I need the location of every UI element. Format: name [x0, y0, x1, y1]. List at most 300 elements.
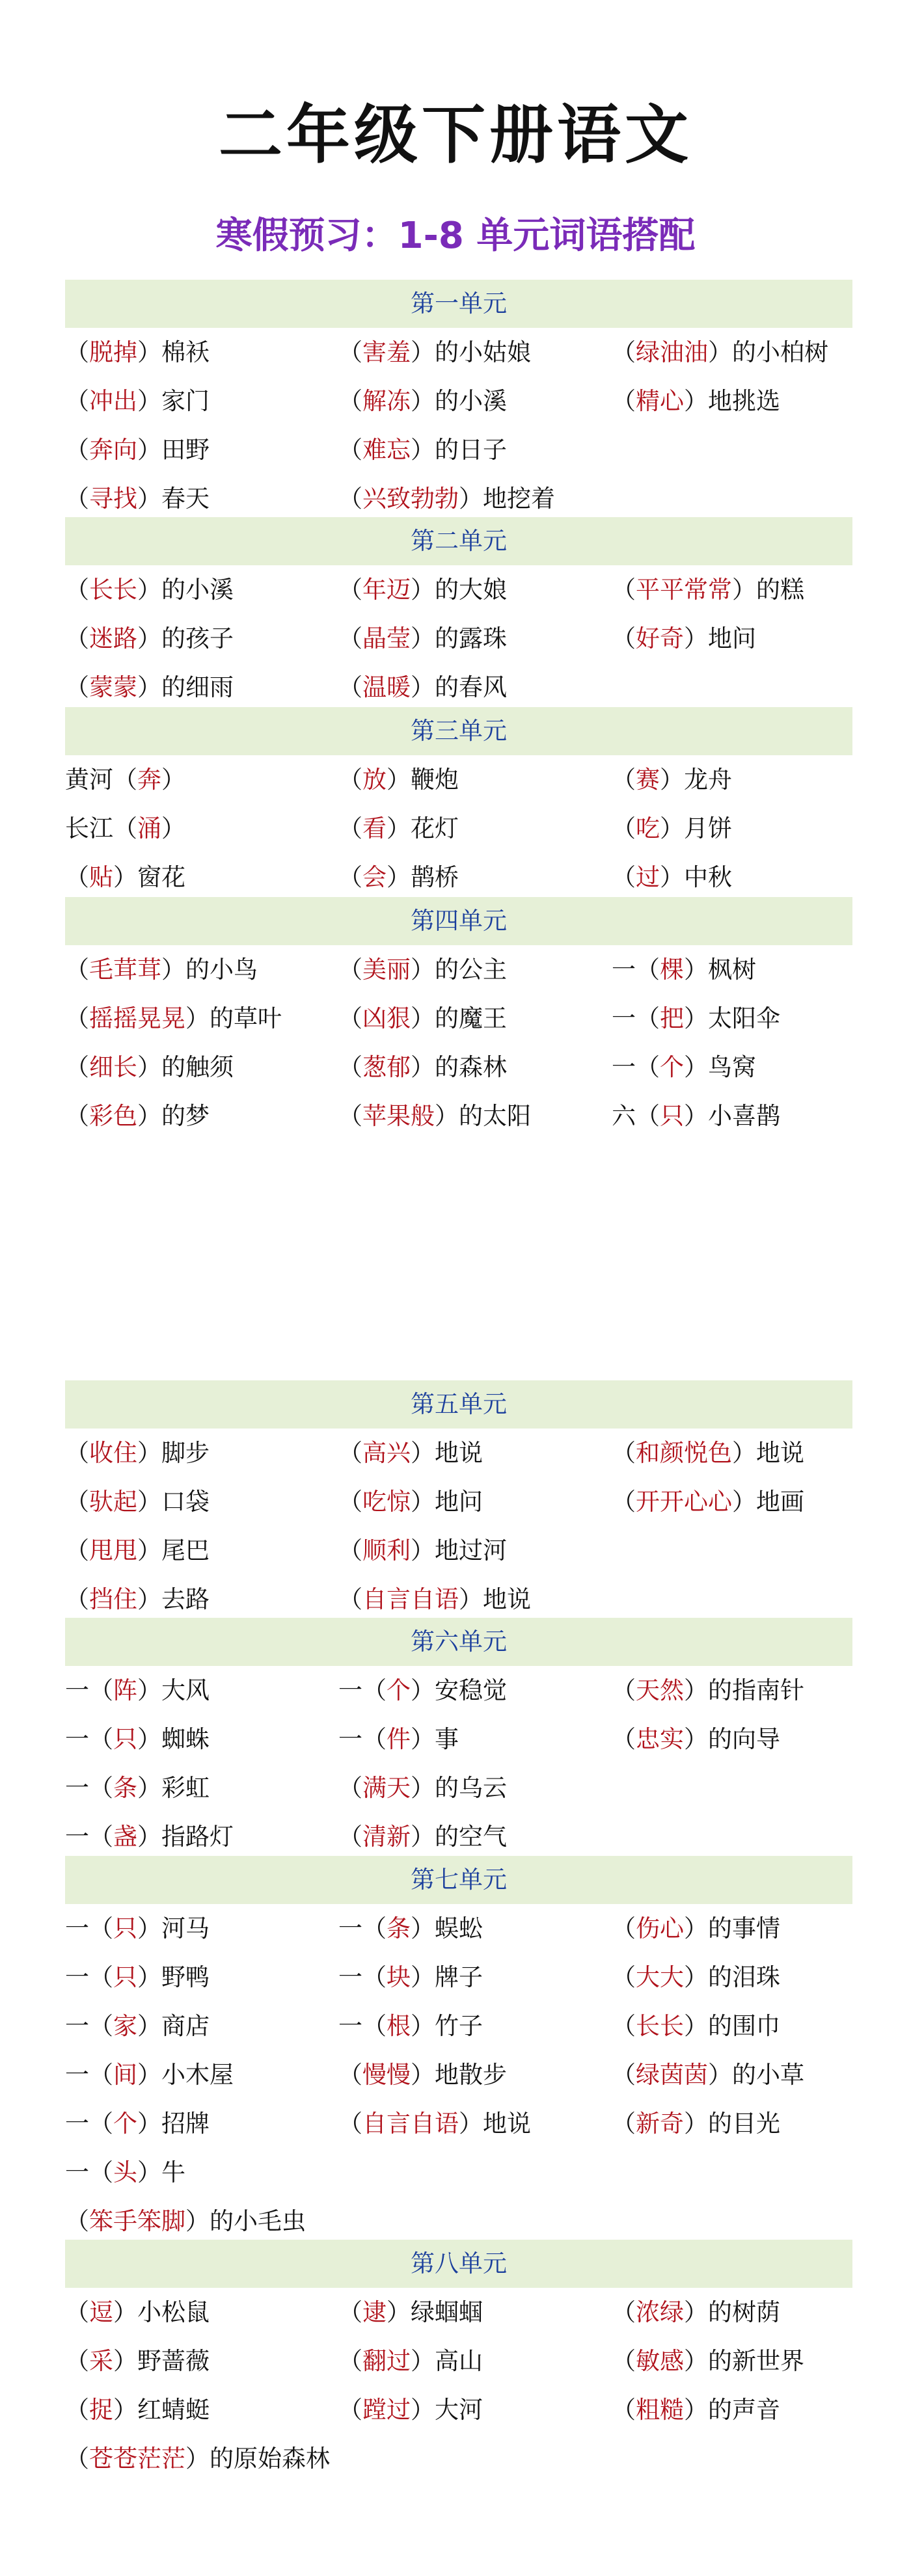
phrase-prefix: （	[65, 2445, 89, 2473]
phrase-prefix: （	[612, 576, 636, 604]
phrase-word: 苹果般	[362, 1102, 435, 1130]
unit-header: 第七单元	[65, 1856, 852, 1904]
phrase-suffix: ）的泪珠	[684, 1963, 780, 1991]
phrase-row	[65, 2434, 852, 2483]
phrase-row	[65, 1575, 852, 1624]
phrase-word: 只	[660, 1102, 684, 1130]
phrase-suffix: ）的森林	[411, 1053, 507, 1081]
phrase-prefix: （	[612, 863, 636, 891]
phrase-prefix: （	[338, 863, 362, 891]
phrase-suffix: ）的乌云	[411, 1774, 507, 1802]
phrase-prefix: 一（	[65, 1774, 113, 1802]
phrase-item	[612, 1666, 804, 1715]
phrase-item	[65, 1092, 210, 1140]
phrase-item	[65, 1715, 210, 1764]
phrase-item	[65, 1953, 210, 2002]
phrase-prefix: （	[338, 2298, 362, 2326]
phrase-suffix: ）绿蝈蝈	[387, 2298, 483, 2326]
phrase-item	[338, 425, 507, 474]
phrase-suffix: ）安稳觉	[411, 1676, 507, 1704]
phrase-prefix: （	[612, 2061, 636, 2089]
phrase-item	[65, 328, 210, 377]
phrase-prefix: （	[65, 1102, 89, 1130]
phrase-word: 件	[387, 1725, 411, 1753]
phrase-prefix: （	[65, 2396, 89, 2424]
phrase-suffix: ）的小溪	[137, 576, 234, 604]
phrase-item	[612, 2099, 780, 2148]
unit-header: 第五单元	[65, 1380, 852, 1429]
phrase-item	[612, 1953, 780, 2002]
phrase-word: 细长	[89, 1053, 137, 1081]
phrase-item	[65, 2050, 234, 2099]
unit-header: 第八单元	[65, 2240, 852, 2288]
phrase-suffix: ）的露珠	[411, 624, 507, 652]
unit-section	[65, 2240, 852, 2483]
phrase-word: 葱郁	[362, 1053, 411, 1081]
phrase-prefix: （	[338, 1585, 362, 1613]
unit-section	[65, 707, 852, 902]
phrase-suffix: ）蜘蛛	[137, 1725, 210, 1753]
phrase-prefix: （	[338, 2061, 362, 2089]
phrase-item	[65, 1666, 210, 1715]
unit-section	[65, 1856, 852, 2246]
phrase-item	[338, 1092, 531, 1140]
phrase-word: 高兴	[362, 1439, 411, 1467]
phrase-suffix: ）的太阳	[435, 1102, 531, 1130]
phrase-item	[65, 755, 185, 804]
phrase-prefix: 一（	[338, 2012, 387, 2040]
phrase-suffix: ）的树荫	[684, 2298, 780, 2326]
phrase-prefix: （	[65, 624, 89, 652]
phrase-item	[65, 2148, 185, 2197]
phrase-item	[338, 1477, 483, 1526]
phrase-row	[65, 804, 852, 853]
phrase-suffix: ）的小鸟	[161, 956, 258, 984]
phrase-prefix: （	[612, 2347, 636, 2375]
unit-section	[65, 1380, 852, 1624]
phrase-suffix: ）的小溪	[411, 387, 507, 415]
phrase-suffix: ）	[161, 814, 185, 842]
phrase-suffix: ）牛	[137, 2158, 185, 2186]
phrase-suffix: ）龙舟	[660, 766, 732, 794]
phrase-prefix: （	[338, 1004, 362, 1032]
phrase-prefix: （	[65, 1004, 89, 1032]
phrase-item	[338, 1575, 531, 1624]
unit-section	[65, 280, 852, 523]
phrase-prefix: （	[338, 436, 362, 464]
phrase-row	[65, 614, 852, 663]
phrase-item	[612, 1092, 780, 1140]
phrase-item	[612, 994, 780, 1043]
phrase-word: 平平常常	[636, 576, 732, 604]
phrase-prefix: 长江（	[65, 814, 137, 842]
phrase-item	[338, 377, 507, 425]
phrase-item	[65, 474, 210, 523]
phrase-prefix: （	[338, 485, 362, 513]
phrase-word: 只	[113, 1914, 137, 1942]
phrase-word: 美丽	[362, 956, 411, 984]
phrase-prefix: （	[65, 485, 89, 513]
phrase-item	[338, 853, 459, 902]
phrase-suffix: ）的公主	[411, 956, 507, 984]
phrase-suffix: ）太阳伞	[684, 1004, 780, 1032]
phrase-row	[65, 1429, 852, 1477]
phrase-item	[338, 2385, 483, 2434]
phrase-item	[612, 804, 732, 853]
phrase-item	[338, 2002, 483, 2050]
phrase-suffix: ）地过河	[411, 1536, 507, 1564]
phrase-suffix: ）田野	[137, 436, 210, 464]
phrase-item	[65, 994, 282, 1043]
phrase-suffix: ）地问	[411, 1488, 483, 1516]
phrase-item	[338, 1666, 507, 1715]
phrase-suffix: ）的围巾	[684, 2012, 780, 2040]
phrase-suffix: ）的小姑娘	[411, 338, 531, 366]
phrase-row	[65, 377, 852, 425]
phrase-suffix: ）的草叶	[185, 1004, 282, 1032]
phrase-row	[65, 945, 852, 994]
phrase-item	[65, 1575, 210, 1624]
phrase-word: 摇摇晃晃	[89, 1004, 185, 1032]
phrase-suffix: ）红蜻蜓	[113, 2396, 210, 2424]
phrase-item	[612, 1477, 804, 1526]
phrase-row	[65, 565, 852, 614]
phrase-item	[612, 2385, 780, 2434]
phrase-word: 年迈	[362, 576, 411, 604]
unit-header: 第一单元	[65, 280, 852, 328]
phrase-suffix: ）竹子	[411, 2012, 483, 2040]
phrase-item	[338, 614, 507, 663]
phrase-prefix: （	[612, 338, 636, 366]
phrase-suffix: ）的新世界	[684, 2347, 804, 2375]
phrase-prefix: （	[65, 1585, 89, 1613]
phrase-word: 和颜悦色	[636, 1439, 732, 1467]
phrase-item	[65, 2434, 330, 2483]
phrase-word: 逮	[362, 2298, 387, 2326]
phrase-prefix: （	[612, 766, 636, 794]
phrase-suffix: ）牌子	[411, 1963, 483, 1991]
phrase-word: 兴致勃勃	[362, 485, 459, 513]
phrase-item	[65, 1904, 210, 1953]
phrase-prefix: （	[338, 1488, 362, 1516]
phrase-word: 伤心	[636, 1914, 684, 1942]
phrase-item	[338, 994, 507, 1043]
phrase-prefix: 一（	[65, 2012, 113, 2040]
phrase-suffix: ）彩虹	[137, 1774, 210, 1802]
unit-header: 第二单元	[65, 517, 852, 565]
phrase-suffix: ）的孩子	[137, 624, 234, 652]
phrase-item	[338, 2099, 531, 2148]
phrase-prefix: （	[65, 2207, 89, 2235]
phrase-item	[612, 2002, 780, 2050]
phrase-prefix: （	[612, 1963, 636, 1991]
phrase-item	[612, 1043, 756, 1092]
phrase-prefix: （	[338, 1053, 362, 1081]
phrase-suffix: ）的春风	[411, 673, 507, 701]
phrase-prefix: （	[612, 2396, 636, 2424]
phrase-row	[65, 2385, 852, 2434]
phrase-prefix: （	[338, 2347, 362, 2375]
phrase-prefix: （	[65, 338, 89, 366]
phrase-word: 寻找	[89, 485, 137, 513]
phrase-word: 冲出	[89, 387, 137, 415]
phrase-row	[65, 474, 852, 523]
phrase-row	[65, 755, 852, 804]
phrase-suffix: ）大风	[137, 1676, 210, 1704]
unit-section	[65, 897, 852, 1140]
phrase-word: 浓绿	[636, 2298, 684, 2326]
phrase-item	[338, 1043, 507, 1092]
phrase-suffix: ）高山	[411, 2347, 483, 2375]
phrase-word: 自言自语	[362, 1585, 459, 1613]
phrase-item	[338, 565, 507, 614]
phrase-word: 吃惊	[362, 1488, 411, 1516]
phrase-prefix: （	[338, 673, 362, 701]
phrase-word: 清新	[362, 1823, 411, 1851]
phrase-suffix: ）窗花	[113, 863, 185, 891]
phrase-word: 顺利	[362, 1536, 411, 1564]
phrase-prefix: 一（	[612, 956, 660, 984]
phrase-word: 挡住	[89, 1585, 137, 1613]
phrase-word: 难忘	[362, 436, 411, 464]
phrase-word: 只	[113, 1725, 137, 1753]
phrase-word: 脱掉	[89, 338, 137, 366]
phrase-suffix: ）的声音	[684, 2396, 780, 2424]
phrase-word: 个	[113, 2110, 137, 2138]
phrase-item	[338, 328, 531, 377]
phrase-word: 把	[660, 1004, 684, 1032]
phrase-word: 绿油油	[636, 338, 708, 366]
phrase-prefix: （	[338, 624, 362, 652]
phrase-word: 吃	[636, 814, 660, 842]
phrase-item	[338, 474, 555, 523]
phrase-prefix: （	[612, 387, 636, 415]
phrase-prefix: （	[612, 1488, 636, 1516]
phrase-word: 开开心心	[636, 1488, 732, 1516]
phrase-suffix: ）家门	[137, 387, 210, 415]
phrase-prefix: （	[338, 766, 362, 794]
phrase-word: 奔向	[89, 436, 137, 464]
phrase-prefix: 一（	[65, 2158, 113, 2186]
phrase-word: 过	[636, 863, 660, 891]
phrase-prefix: （	[338, 2396, 362, 2424]
phrase-row	[65, 1043, 852, 1092]
phrase-word: 大大	[636, 1963, 684, 1991]
phrase-prefix: （	[65, 2347, 89, 2375]
page-title: 二年级下册语文	[218, 98, 692, 172]
phrase-item	[65, 2002, 210, 2050]
phrase-prefix: （	[612, 1914, 636, 1942]
phrase-suffix: ）的向导	[684, 1725, 780, 1753]
phrase-item	[612, 2337, 804, 2385]
phrase-prefix: （	[65, 436, 89, 464]
phrase-item	[338, 945, 507, 994]
phrase-item	[612, 565, 804, 614]
phrase-suffix: ）月饼	[660, 814, 732, 842]
phrase-suffix: ）的大娘	[411, 576, 507, 604]
phrase-word: 间	[113, 2061, 137, 2089]
phrase-suffix: ）鹊桥	[387, 863, 459, 891]
phrase-word: 采	[89, 2347, 113, 2375]
phrase-row	[65, 1666, 852, 1715]
phrase-suffix: ）地散步	[411, 2061, 507, 2089]
phrase-prefix: （	[338, 576, 362, 604]
phrase-item	[65, 1764, 210, 1812]
phrase-prefix: （	[65, 673, 89, 701]
phrase-row	[65, 1526, 852, 1575]
phrase-suffix: ）棉袄	[137, 338, 210, 366]
phrase-suffix: ）的细雨	[137, 673, 234, 701]
phrase-word: 敏感	[636, 2347, 684, 2375]
phrase-prefix: （	[612, 1725, 636, 1753]
unit-header: 第六单元	[65, 1618, 852, 1666]
phrase-prefix: （	[612, 2012, 636, 2040]
phrase-word: 彩色	[89, 1102, 137, 1130]
phrase-item	[612, 853, 732, 902]
phrase-prefix: 一（	[338, 1676, 387, 1704]
phrase-prefix: （	[338, 1774, 362, 1802]
page-subtitle: 寒假预习：1-8 单元词语搭配	[215, 215, 696, 257]
phrase-item	[65, 2197, 306, 2246]
phrase-prefix: 一（	[65, 1823, 113, 1851]
phrase-word: 阵	[113, 1676, 137, 1704]
phrase-prefix: （	[338, 387, 362, 415]
phrase-word: 个	[387, 1676, 411, 1704]
unit-section	[65, 1618, 852, 1861]
phrase-word: 家	[113, 2012, 137, 2040]
phrase-word: 忠实	[636, 1725, 684, 1753]
phrase-word: 迷路	[89, 624, 137, 652]
phrase-word: 苍苍茫茫	[89, 2445, 185, 2473]
phrase-word: 好奇	[636, 624, 684, 652]
phrase-item	[65, 2099, 210, 2148]
phrase-suffix: ）商店	[137, 2012, 210, 2040]
phrase-prefix: （	[65, 1488, 89, 1516]
phrase-suffix: ）去路	[137, 1585, 210, 1613]
phrase-suffix: ）小喜鹊	[684, 1102, 780, 1130]
phrase-word: 毛茸茸	[89, 956, 161, 984]
phrase-suffix: ）的魔王	[411, 1004, 507, 1032]
phrase-item	[65, 2288, 210, 2337]
phrase-prefix: 一（	[65, 1963, 113, 1991]
phrase-word: 捉	[89, 2396, 113, 2424]
phrase-word: 盏	[113, 1823, 137, 1851]
phrase-word: 蹚过	[362, 2396, 411, 2424]
phrase-suffix: ）的小柏树	[708, 338, 828, 366]
phrase-suffix: ）的梦	[137, 1102, 210, 1130]
phrase-suffix: ）中秋	[660, 863, 732, 891]
phrase-suffix: ）河马	[137, 1914, 210, 1942]
phrase-word: 涌	[137, 814, 161, 842]
phrase-prefix: （	[338, 1536, 362, 1564]
phrase-suffix: ）春天	[137, 485, 210, 513]
phrase-suffix: ）的触须	[137, 1053, 234, 1081]
phrase-word: 满天	[362, 1774, 411, 1802]
phrase-suffix: ）的小草	[708, 2061, 804, 2089]
phrase-item	[65, 1526, 210, 1575]
phrase-suffix: ）指路灯	[137, 1823, 234, 1851]
phrase-item	[612, 2288, 780, 2337]
phrase-item	[65, 565, 234, 614]
phrase-prefix: （	[612, 1676, 636, 1704]
phrase-item	[338, 2337, 483, 2385]
phrase-row	[65, 2050, 852, 2099]
phrase-row	[65, 328, 852, 377]
phrase-word: 头	[113, 2158, 137, 2186]
phrase-suffix: ）小木屋	[137, 2061, 234, 2089]
phrase-suffix: ）野蔷薇	[113, 2347, 210, 2375]
phrase-suffix: ）地说	[732, 1439, 804, 1467]
phrase-word: 翻过	[362, 2347, 411, 2375]
phrase-suffix: ）的空气	[411, 1823, 507, 1851]
phrase-word: 赛	[636, 766, 660, 794]
phrase-item	[612, 1715, 780, 1764]
phrase-item	[612, 328, 828, 377]
phrase-word: 新奇	[636, 2110, 684, 2138]
phrase-prefix: 一（	[65, 1676, 113, 1704]
phrase-suffix: ）地说	[459, 2110, 531, 2138]
phrase-suffix: ）的原始森林	[185, 2445, 330, 2473]
phrase-item	[65, 425, 210, 474]
phrase-suffix: ）枫树	[684, 956, 756, 984]
phrase-row	[65, 2099, 852, 2148]
phrase-word: 害羞	[362, 338, 411, 366]
phrase-suffix: ）地说	[459, 1585, 531, 1613]
phrase-item	[338, 1904, 483, 1953]
phrase-suffix: ）地说	[411, 1439, 483, 1467]
phrase-row	[65, 1812, 852, 1861]
phrase-word: 解冻	[362, 387, 411, 415]
phrase-prefix: 六（	[612, 1102, 660, 1130]
phrase-item	[65, 614, 234, 663]
phrase-suffix: ）招牌	[137, 2110, 210, 2138]
phrase-item	[338, 804, 459, 853]
phrase-word: 棵	[660, 956, 684, 984]
phrase-prefix: （	[65, 956, 89, 984]
phrase-row	[65, 994, 852, 1043]
phrase-word: 会	[362, 863, 387, 891]
phrase-suffix: ）的目光	[684, 2110, 780, 2138]
phrase-row	[65, 853, 852, 902]
phrase-word: 根	[387, 2012, 411, 2040]
phrase-word: 粗糙	[636, 2396, 684, 2424]
phrase-prefix: 一（	[65, 1914, 113, 1942]
phrase-word: 自言自语	[362, 2110, 459, 2138]
phrase-prefix: （	[338, 814, 362, 842]
phrase-suffix: ）的糕	[732, 576, 804, 604]
phrase-prefix: 黄河（	[65, 766, 137, 794]
phrase-prefix: （	[65, 1439, 89, 1467]
phrase-item	[65, 2337, 210, 2385]
phrase-prefix: （	[612, 2298, 636, 2326]
phrase-word: 长长	[636, 2012, 684, 2040]
phrase-suffix: ）的日子	[411, 436, 507, 464]
phrase-suffix: ）地挑选	[684, 387, 780, 415]
phrase-item	[65, 1812, 234, 1861]
phrase-item	[338, 755, 459, 804]
phrase-prefix: （	[65, 387, 89, 415]
phrase-row	[65, 2288, 852, 2337]
phrase-word: 逗	[89, 2298, 113, 2326]
phrase-item	[612, 614, 756, 663]
phrase-item	[65, 1477, 210, 1526]
phrase-item	[65, 804, 185, 853]
phrase-suffix: ）大河	[411, 2396, 483, 2424]
phrase-suffix: ）鸟窝	[684, 1053, 756, 1081]
phrase-item	[338, 1526, 507, 1575]
phrase-suffix: ）小松鼠	[113, 2298, 210, 2326]
phrase-item	[65, 853, 185, 902]
